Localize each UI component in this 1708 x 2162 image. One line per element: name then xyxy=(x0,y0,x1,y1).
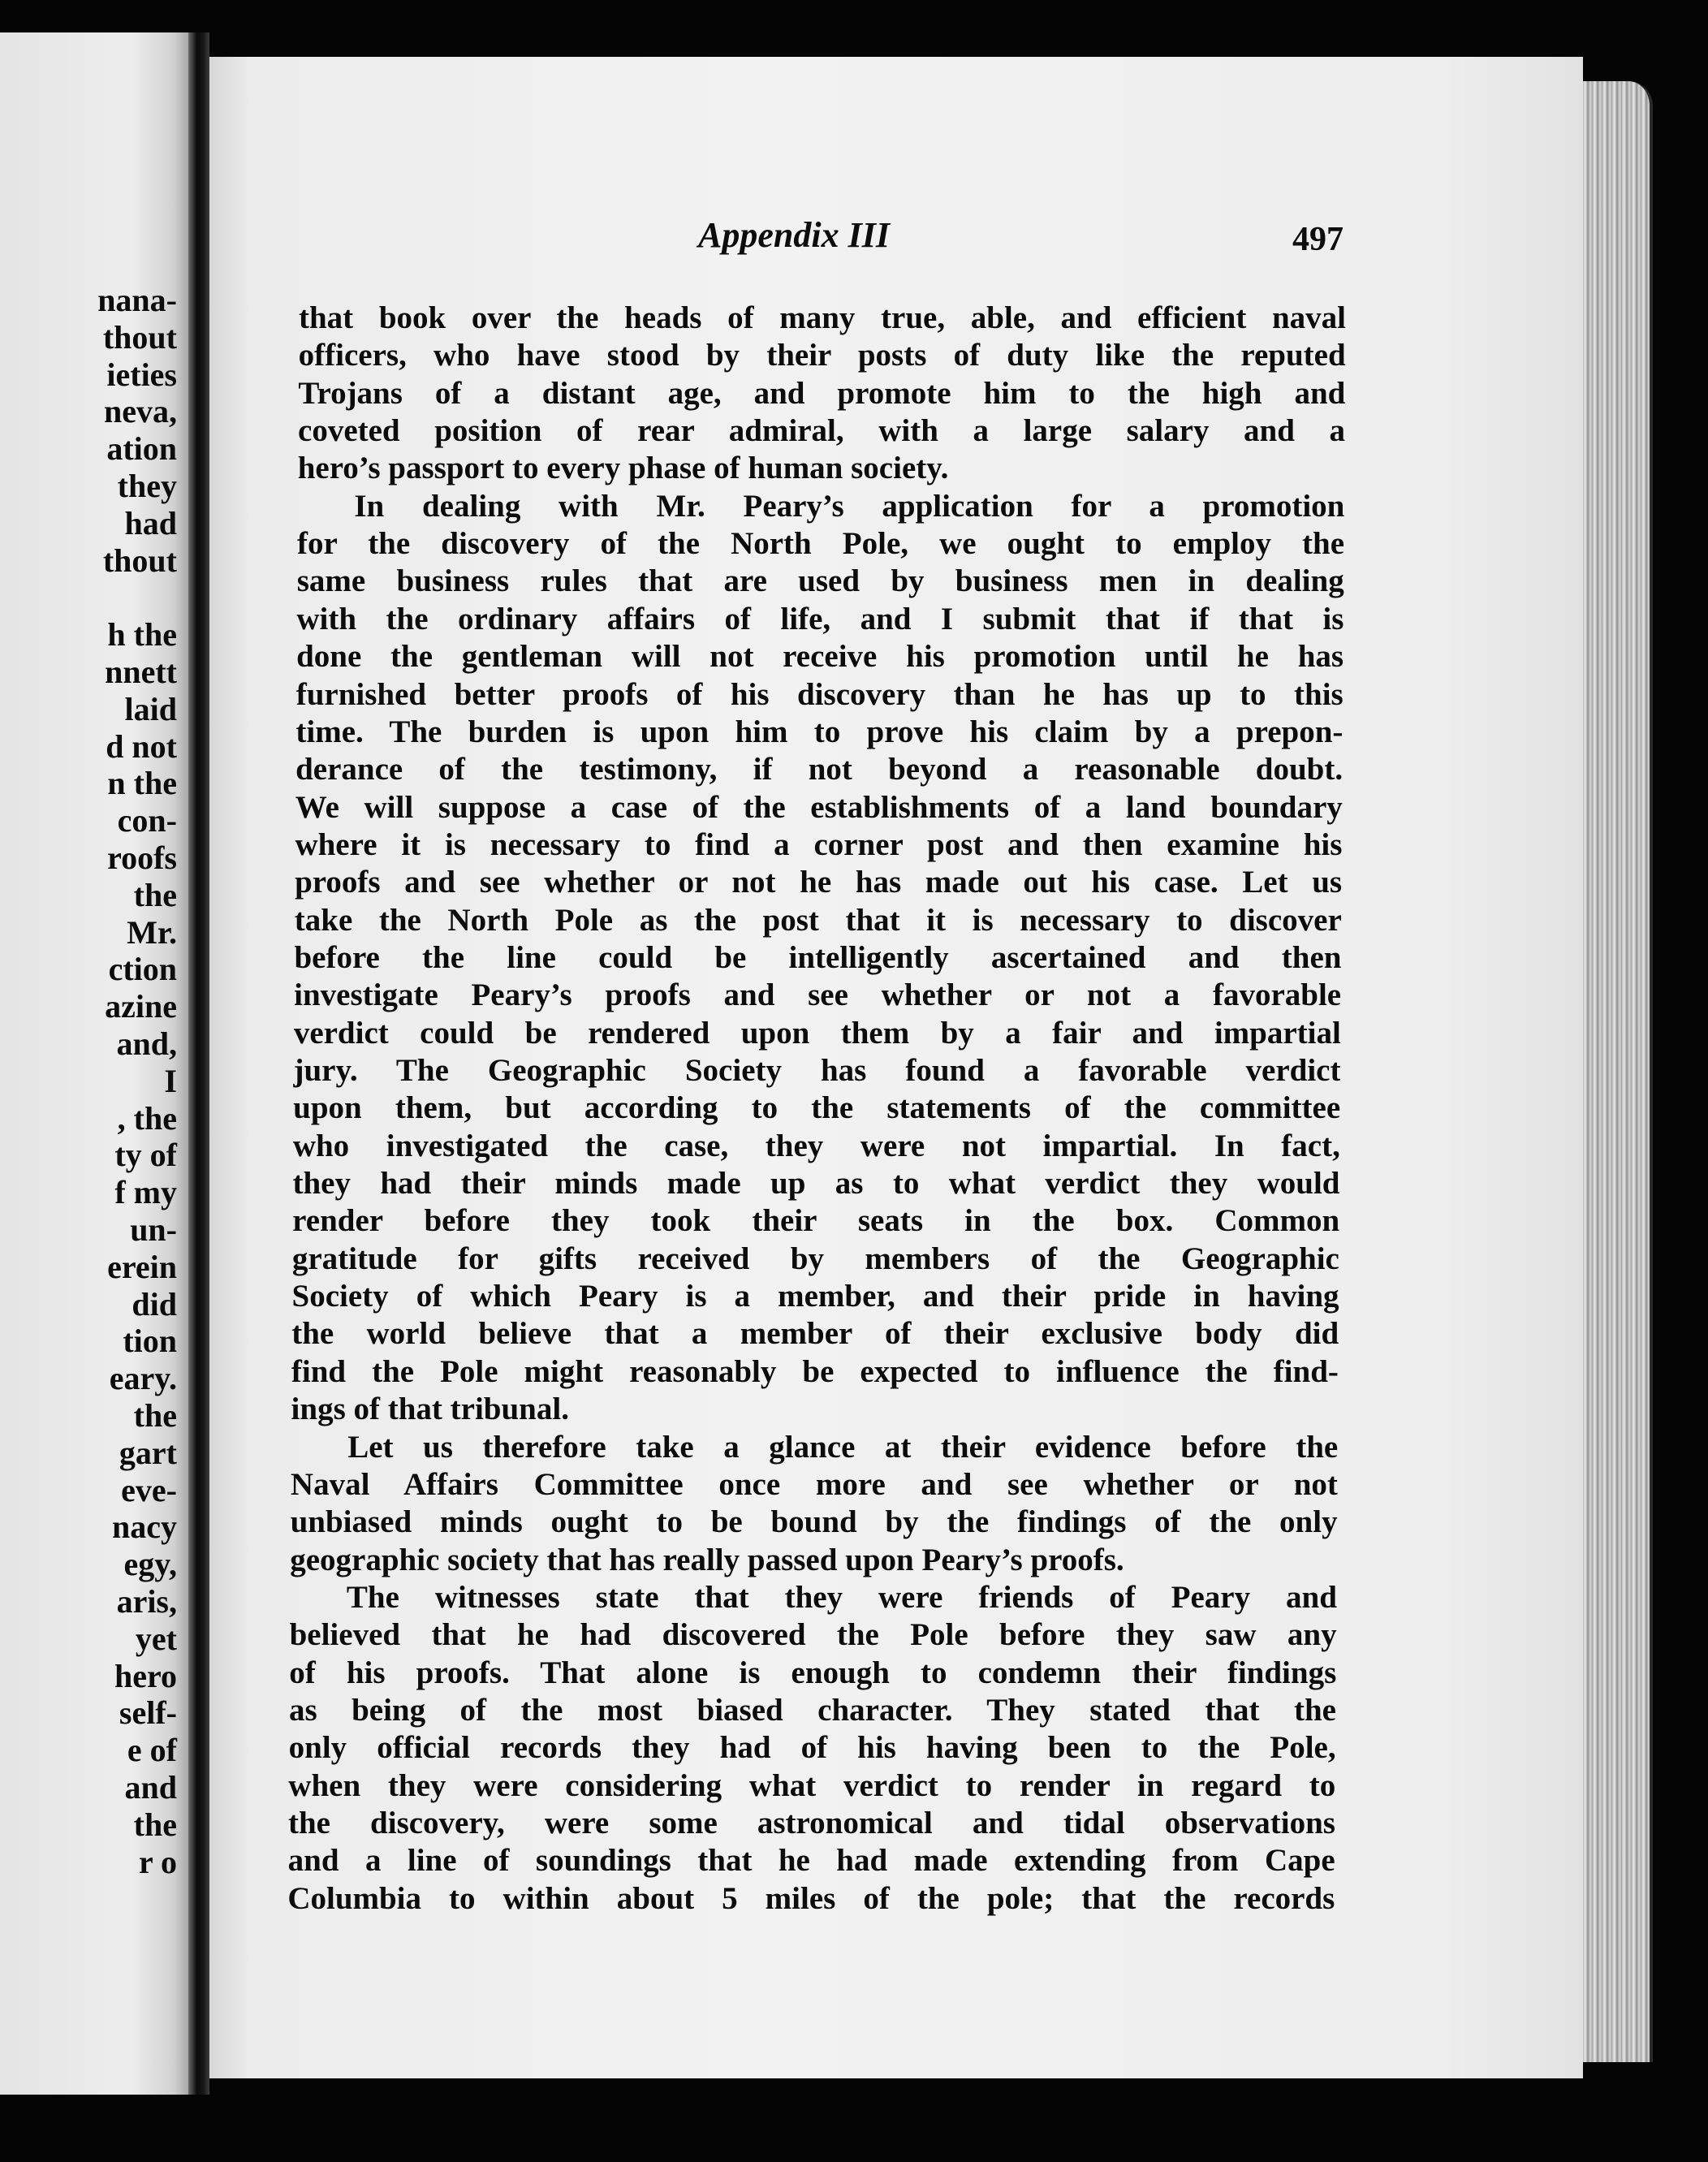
left-page-fragment: eary. xyxy=(109,1360,177,1397)
text-line: the world believe that a member of their exclusive body did xyxy=(291,1318,1339,1352)
text-line: The witnesses state that they were friends of Peary and xyxy=(346,1581,1337,1615)
left-page-fragment: I xyxy=(164,1062,177,1099)
left-page-fragment: self- xyxy=(119,1694,177,1732)
text-line: take the North Pole as the post that it is necessary to discover xyxy=(294,904,1342,938)
left-page-fragment: e of xyxy=(127,1732,177,1769)
left-page-fragment: tion xyxy=(123,1323,177,1360)
left-facing-page xyxy=(0,32,188,2095)
text-line: of his proofs. That alone is enough to condemn their findings xyxy=(289,1656,1337,1690)
text-line: furnished better proofs of his discovery than he has up to this xyxy=(295,678,1344,712)
text-line: with the ordinary affairs of life, and I submit that if that is xyxy=(296,602,1344,637)
text-line: where it is necessary to find a corner post and then examine his xyxy=(295,828,1343,862)
text-line: and a line of soundings that he had made extending from Cape xyxy=(287,1845,1335,1879)
left-page-fragment: d not xyxy=(106,727,177,765)
left-page-fragment: h the xyxy=(107,616,177,654)
text-line: render before they took their seats in the box. Common xyxy=(292,1205,1340,1239)
text-line: the discovery, were some astronomical and tidal observations xyxy=(287,1807,1335,1841)
left-page-fragment: ty of xyxy=(114,1137,177,1174)
running-head: Appendix III xyxy=(698,215,890,255)
text-line: for the discovery of the North Pole, we ought to employ the xyxy=(297,528,1345,562)
text-line: hero’s passport to every phase of human society. xyxy=(297,452,949,486)
text-line: before the line could be intelligently ascertained and then xyxy=(294,941,1342,975)
left-page-fragment: thout xyxy=(102,318,177,356)
text-line: investigate Peary’s proofs and see whether or not a favorable xyxy=(294,979,1342,1013)
text-line: proofs and see whether or not he has made out his case. Let us xyxy=(295,866,1343,900)
text-line: when they were considering what verdict to render in regard to xyxy=(288,1769,1336,1803)
text-line: time. The burden is upon him to prove his claim by a prepon- xyxy=(295,715,1344,749)
left-page-fragment: laid xyxy=(124,690,177,727)
left-page-fragment: eve- xyxy=(121,1471,177,1508)
page-number: 497 xyxy=(1292,221,1344,258)
left-page-fragment: azine xyxy=(105,988,177,1025)
left-page-fragment: had xyxy=(124,504,177,542)
left-page-fragment: and, xyxy=(116,1025,177,1062)
text-line: who investigated the case, they were not impartial. In fact, xyxy=(292,1129,1340,1163)
left-page-fragment: erein xyxy=(107,1248,177,1285)
text-line: We will suppose a case of the establishments of a land boundary xyxy=(295,791,1343,825)
text-line: believed that he had discovered the Pole before they saw any xyxy=(289,1619,1337,1653)
left-page-fragment: and xyxy=(124,1769,177,1806)
left-page-fragment: aris, xyxy=(116,1583,177,1620)
left-page-fragment: nnett xyxy=(105,654,177,690)
text-line: unbiased minds ought to be bound by the findings of the only xyxy=(290,1506,1338,1540)
text-line: officers, who have stood by their posts of duty like the reputed xyxy=(298,339,1346,373)
page-edges xyxy=(1583,81,1653,2062)
left-page-fragment: egy, xyxy=(123,1546,177,1583)
left-page-fragment: , the xyxy=(117,1099,177,1137)
text-line: geographic society that has really passed upon Peary’s proofs. xyxy=(290,1543,1124,1577)
text-line: verdict could be rendered upon them by a fair and impartial xyxy=(293,1016,1341,1051)
left-page-fragment: ieties xyxy=(106,356,177,393)
left-page-fragment: n the xyxy=(107,765,177,802)
left-page-fragment: the xyxy=(133,876,177,913)
text-line: as being of the most biased character. They stated that the xyxy=(288,1694,1336,1728)
left-page-fragment: f my xyxy=(114,1174,177,1211)
left-page-fragment: did xyxy=(132,1285,177,1323)
left-page-fragment: yet xyxy=(135,1620,177,1657)
text-line: coveted position of rear admiral, with a large salary and a xyxy=(298,415,1346,449)
text-line: done the gentleman will not receive his promotion until he has xyxy=(296,641,1344,675)
left-page-fragment: they xyxy=(117,468,177,504)
text-line: jury. The Geographic Society has found a favorable verdict xyxy=(293,1055,1341,1088)
left-page-fragment: neva, xyxy=(104,393,177,430)
text-line: upon them, but according to the statements of the committee xyxy=(293,1092,1341,1126)
text-line: In dealing with Mr. Peary’s application for a promotion xyxy=(354,490,1345,524)
left-page-fragment: con- xyxy=(117,802,177,839)
text-line: Let us therefore take a glance at their evidence before the xyxy=(347,1431,1339,1465)
left-page-fragment: nacy xyxy=(112,1508,177,1546)
book-gutter xyxy=(188,32,209,2095)
text-line: they had their minds made up as to what verdict they would xyxy=(292,1167,1340,1202)
text-line: find the Pole might reasonably be expected to influence the find- xyxy=(291,1355,1339,1389)
left-page-fragment: r o xyxy=(138,1843,177,1880)
text-line: derance of the testimony, if not beyond a reasonable doubt. xyxy=(295,753,1344,788)
text-line: only official records they had of his having been to the Pole, xyxy=(288,1732,1336,1766)
left-page-fragment: the xyxy=(133,1806,177,1843)
left-page-fragment: Mr. xyxy=(127,913,177,951)
left-page-fragment: gart xyxy=(119,1434,177,1471)
left-page-fragment: nana- xyxy=(97,282,177,318)
text-line: ings of that tribunal. xyxy=(291,1393,569,1427)
left-page-fragment: the xyxy=(133,1397,177,1434)
left-page-fragment: hero xyxy=(114,1657,177,1694)
left-page-fragment: ation xyxy=(106,430,177,468)
left-page-fragment: roofs xyxy=(107,839,177,876)
text-line: Society of which Peary is a member, and their pride in having xyxy=(291,1280,1339,1314)
text-line: Trojans of a distant age, and promote him to the high and xyxy=(298,377,1346,411)
text-line: Columbia to within about 5 miles of the pole; that the records xyxy=(287,1882,1335,1916)
left-page-fragment: thout xyxy=(102,542,177,579)
text-line: that book over the heads of many true, able, and efficient naval xyxy=(299,302,1346,335)
text-line: Naval Affairs Committee once more and see whether or not xyxy=(290,1468,1338,1502)
text-line: gratitude for gifts received by members of the Geographic xyxy=(291,1242,1339,1276)
text-line: same business rules that are used by business men in dealing xyxy=(296,565,1344,599)
left-page-fragment: un- xyxy=(130,1211,177,1248)
left-page-fragment: ction xyxy=(108,951,177,988)
